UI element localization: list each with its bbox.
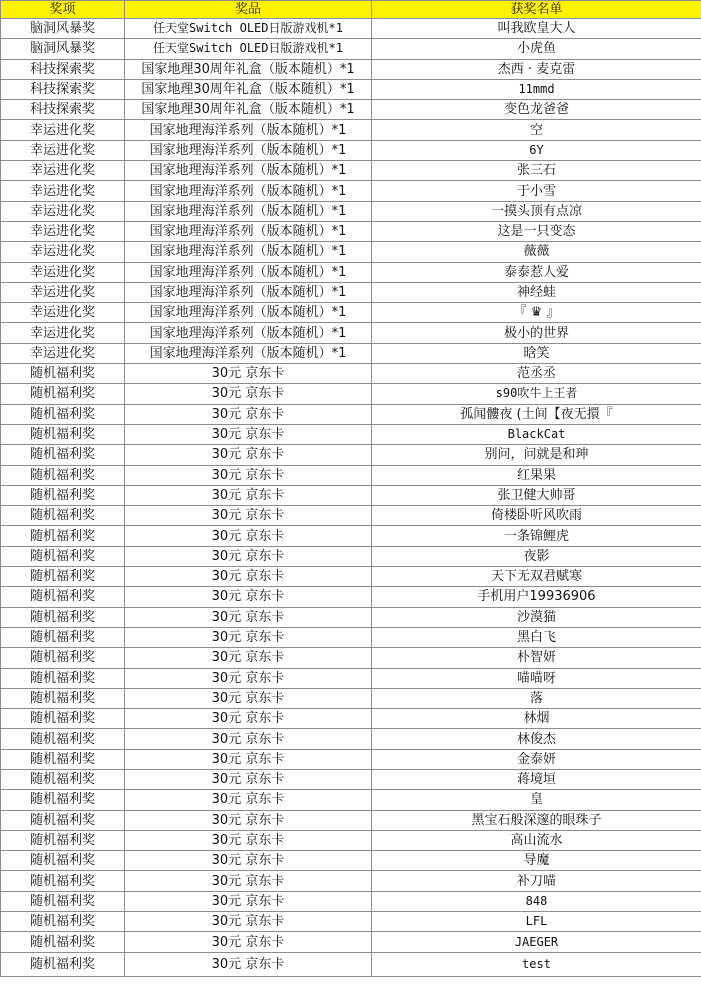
table-row [1,445,701,465]
table-row [1,749,701,769]
prize-cell: 30元 京东卡 [125,769,372,789]
table-row [1,790,701,810]
header-award: 奖项 [1,1,125,19]
table-row [1,59,701,79]
table-row [1,323,701,343]
prize-cell: 国家地理海洋系列（版本随机）*1 [125,262,372,282]
prize-cell: 30元 京东卡 [125,567,372,587]
prize-cell: 30元 京东卡 [125,445,372,465]
award-cell: 幸运进化奖 [1,282,125,302]
table-row [1,100,701,120]
winner-cell: 神经蛙 [372,282,701,302]
prize-cell: 国家地理海洋系列（版本随机）*1 [125,282,372,302]
table-row [1,830,701,850]
prize-cell: 30元 京东卡 [125,912,372,932]
award-cell: 随机福利奖 [1,465,125,485]
award-cell: 幸运进化奖 [1,262,125,282]
award-cell: 随机福利奖 [1,891,125,911]
award-cell: 随机福利奖 [1,384,125,404]
award-cell: 随机福利奖 [1,729,125,749]
table-row [1,668,701,688]
award-cell: 随机福利奖 [1,648,125,668]
winner-cell: 『 ♛ 』 [372,303,701,323]
winner-cell: 沙漠猫 [372,607,701,627]
winner-cell: 一条锦鲤虎 [372,526,701,546]
prize-cell: 国家地理30周年礼盒（版本随机）*1 [125,79,372,99]
winner-cell: 朴智妍 [372,648,701,668]
table-row [1,161,701,181]
header-row [1,1,701,19]
winner-cell: 夜影 [372,546,701,566]
winner-cell: 这是一只变态 [372,221,701,241]
award-cell: 随机福利奖 [1,790,125,810]
award-cell: 幸运进化奖 [1,181,125,201]
table-row [1,465,701,485]
table-row [1,485,701,505]
prize-cell: 30元 京东卡 [125,830,372,850]
award-cell: 科技探索奖 [1,59,125,79]
table-row [1,851,701,871]
award-cell: 随机福利奖 [1,485,125,505]
winner-cell: s90吹牛上王者 [372,384,701,404]
award-cell: 随机福利奖 [1,932,125,952]
prize-cell: 国家地理海洋系列（版本随机）*1 [125,221,372,241]
prize-cell: 30元 京东卡 [125,627,372,647]
prize-cell: 30元 京东卡 [125,709,372,729]
winner-cell: 落 [372,688,701,708]
award-cell: 幸运进化奖 [1,140,125,160]
award-cell: 随机福利奖 [1,749,125,769]
award-cell: 随机福利奖 [1,627,125,647]
prize-cell: 30元 京东卡 [125,607,372,627]
award-cell: 幸运进化奖 [1,323,125,343]
award-cell: 随机福利奖 [1,810,125,830]
winner-cell: 极小的世界 [372,323,701,343]
award-cell: 随机福利奖 [1,607,125,627]
winner-cell: 一摸头顶有点凉 [372,201,701,221]
winner-cell: 黑白飞 [372,627,701,647]
table-row [1,120,701,140]
table-body [1,19,701,977]
prize-cell: 30元 京东卡 [125,932,372,952]
winner-cell: 叫我欧皇大人 [372,19,701,39]
prize-cell: 30元 京东卡 [125,668,372,688]
table-row [1,932,701,952]
award-cell: 幸运进化奖 [1,242,125,262]
award-cell: 随机福利奖 [1,912,125,932]
winner-cell: 张卫健大帅哥 [372,485,701,505]
award-cell: 脑洞风暴奖 [1,39,125,59]
prize-cell: 国家地理海洋系列（版本随机）*1 [125,303,372,323]
award-cell: 随机福利奖 [1,668,125,688]
award-cell: 随机福利奖 [1,871,125,891]
table-row [1,952,701,976]
table-row [1,810,701,830]
table-row [1,627,701,647]
award-cell: 随机福利奖 [1,404,125,424]
table-row [1,140,701,160]
award-cell: 随机福利奖 [1,364,125,384]
table-row [1,364,701,384]
winner-cell: 手机用户19936906 [372,587,701,607]
table-row [1,242,701,262]
winner-cell: 倚楼卧听风吹雨 [372,506,701,526]
winner-cell: 林俊杰 [372,729,701,749]
award-cell: 科技探索奖 [1,79,125,99]
table-row [1,201,701,221]
prize-cell: 30元 京东卡 [125,424,372,444]
prize-cell: 30元 京东卡 [125,404,372,424]
winner-cell: 于小雪 [372,181,701,201]
table-row [1,526,701,546]
table-row [1,282,701,302]
prize-cell: 30元 京东卡 [125,790,372,810]
table-row [1,891,701,911]
prize-cell: 30元 京东卡 [125,546,372,566]
table-row [1,424,701,444]
prize-cell: 30元 京东卡 [125,587,372,607]
winner-cell: 导魔 [372,851,701,871]
award-cell: 科技探索奖 [1,100,125,120]
table-row [1,729,701,749]
prize-cell: 30元 京东卡 [125,688,372,708]
table-row [1,587,701,607]
prize-cell: 国家地理海洋系列（版本随机）*1 [125,140,372,160]
winner-cell: 金泰妍 [372,749,701,769]
header-prize: 奖品 [125,1,372,19]
header-winner: 获奖名单 [372,1,701,19]
winner-cell: 别问，问就是和珅 [372,445,701,465]
prize-cell: 30元 京东卡 [125,465,372,485]
award-cell: 幸运进化奖 [1,161,125,181]
prize-cell: 30元 京东卡 [125,749,372,769]
table-row [1,546,701,566]
award-cell: 随机福利奖 [1,688,125,708]
prize-cell: 国家地理海洋系列（版本随机）*1 [125,201,372,221]
prize-cell: 30元 京东卡 [125,485,372,505]
winner-cell: JAEGER [372,932,701,952]
award-cell: 脑洞风暴奖 [1,19,125,39]
prize-cell: 国家地理海洋系列（版本随机）*1 [125,242,372,262]
award-cell: 幸运进化奖 [1,221,125,241]
prize-cell: 国家地理30周年礼盒（版本随机）*1 [125,59,372,79]
table-row [1,567,701,587]
table-row [1,607,701,627]
winner-cell: 皇 [372,790,701,810]
table-row [1,384,701,404]
table-row [1,262,701,282]
table-row [1,343,701,363]
winner-cell: 林烟 [372,709,701,729]
winner-cell: 11mmd [372,79,701,99]
table-row [1,769,701,789]
winner-cell: 高山流水 [372,830,701,850]
award-cell: 随机福利奖 [1,709,125,729]
winner-cell: 空 [372,120,701,140]
table-row [1,688,701,708]
award-cell: 随机福利奖 [1,506,125,526]
prize-cell: 30元 京东卡 [125,526,372,546]
award-cell: 幸运进化奖 [1,343,125,363]
winner-cell: LFL [372,912,701,932]
prize-cell: 国家地理海洋系列（版本随机）*1 [125,161,372,181]
table-row [1,871,701,891]
prize-cell: 国家地理海洋系列（版本随机）*1 [125,343,372,363]
winner-cell: 6Y [372,140,701,160]
winner-cell: test [372,952,701,976]
table-row [1,181,701,201]
winner-cell: 范丞丞 [372,364,701,384]
table-row [1,303,701,323]
award-cell: 随机福利奖 [1,424,125,444]
award-cell: 随机福利奖 [1,851,125,871]
award-cell: 随机福利奖 [1,830,125,850]
prize-cell: 30元 京东卡 [125,506,372,526]
winner-cell: 天下无双君赋寒 [372,567,701,587]
award-cell: 随机福利奖 [1,587,125,607]
winner-cell: 薇薇 [372,242,701,262]
table-row [1,912,701,932]
winner-cell: 孤闻髏夜 (土间【夜无擐『 [372,404,701,424]
winner-cell: 红果果 [372,465,701,485]
prize-cell: 30元 京东卡 [125,729,372,749]
award-cell: 随机福利奖 [1,952,125,976]
winner-cell: 848 [372,891,701,911]
prize-cell: 30元 京东卡 [125,851,372,871]
prize-cell: 30元 京东卡 [125,810,372,830]
award-cell: 幸运进化奖 [1,303,125,323]
prize-cell: 30元 京东卡 [125,952,372,976]
winner-cell: 补刀喵 [372,871,701,891]
winner-cell: 泰泰惹人爱 [372,262,701,282]
award-cell: 随机福利奖 [1,769,125,789]
winner-cell: 小虎鱼 [372,39,701,59]
award-cell: 随机福利奖 [1,546,125,566]
prize-cell: 国家地理海洋系列（版本随机）*1 [125,181,372,201]
prize-cell: 30元 京东卡 [125,871,372,891]
table-row [1,79,701,99]
table-row [1,506,701,526]
table-row [1,221,701,241]
winner-cell: 蒋境垣 [372,769,701,789]
prize-cell: 30元 京东卡 [125,384,372,404]
award-cell: 随机福利奖 [1,526,125,546]
table-row [1,648,701,668]
prize-cell: 30元 京东卡 [125,648,372,668]
winner-cell: 黑宝石般深邃的眼珠子 [372,810,701,830]
table-row [1,404,701,424]
table-row [1,709,701,729]
table-row [1,39,701,59]
prize-cell: 任天堂Switch OLED日版游戏机*1 [125,39,372,59]
winner-cell: BlackCat [372,424,701,444]
winner-cell: 张三石 [372,161,701,181]
award-cell: 幸运进化奖 [1,120,125,140]
winner-cell: 变色龙爸爸 [372,100,701,120]
award-cell: 随机福利奖 [1,445,125,465]
prize-cell: 国家地理海洋系列（版本随机）*1 [125,323,372,343]
prize-cell: 国家地理30周年礼盒（版本随机）*1 [125,100,372,120]
winner-cell: 晗笑 [372,343,701,363]
prize-cell: 国家地理海洋系列（版本随机）*1 [125,120,372,140]
table-row [1,19,701,39]
winner-cell: 杰西 · 麦克雷 [372,59,701,79]
award-cell: 幸运进化奖 [1,201,125,221]
prize-cell: 30元 京东卡 [125,364,372,384]
winner-cell: 喵喵呀 [372,668,701,688]
award-cell: 随机福利奖 [1,567,125,587]
prize-cell: 30元 京东卡 [125,891,372,911]
prize-cell: 任天堂Switch OLED日版游戏机*1 [125,19,372,39]
